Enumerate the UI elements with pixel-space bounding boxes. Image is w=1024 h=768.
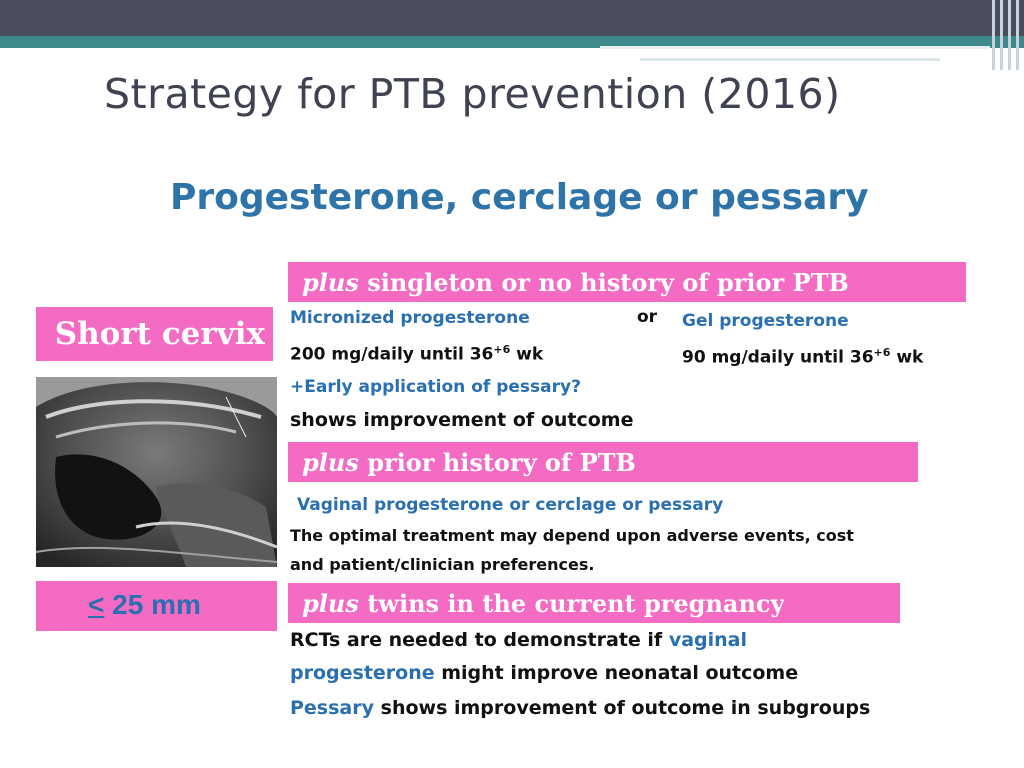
ultrasound-image [36,377,277,567]
pessary-line: +Early application of pessary? [290,377,581,397]
micronized-line1: Micronized progesterone [290,308,530,328]
twins-line2-blue: progesterone [290,662,435,684]
twins-line1-blue: vaginal [668,629,747,651]
section1-header [288,262,966,302]
short-cervix-label: Short cervix [54,316,265,352]
section1-head: singleton or no history of prior PTB [358,268,849,297]
measure-value: 25 mm [104,589,201,620]
options-line: Vaginal progesterone or cerclage or pessary [297,495,724,515]
twins-line2 [290,664,798,683]
micronized-unit: wk [510,344,544,365]
gel-dose: 90 mg/daily until 36 [682,347,874,368]
section2-header [288,442,918,482]
vertical-stripe [1000,0,1003,70]
micronized-sup: +6 [493,343,511,356]
twins-line3 [290,699,870,718]
twins-line1-text: RCTs are needed to demonstrate if [290,629,669,651]
section1-plus: plus [302,268,359,297]
slide-subtitle: Progesterone, cerclage or pessary [170,177,869,218]
section3-head: twins in the current pregnancy [358,589,785,618]
gel-line2 [682,347,923,367]
twins-line1 [290,631,747,650]
less-equal-symbol: < [88,589,105,620]
note-line2: and patient/clinician preferences. [290,555,595,574]
micronized-dose: 200 mg/daily until 36 [290,344,494,365]
twins-line3-text: shows improvement of outcome in subgroups [374,697,871,719]
note-line1: The optimal treatment may depend upon adverse events, cost [290,526,854,545]
twins-line3-blue: Pessary [290,697,375,719]
slide-title: Strategy for PTB prevention (2016) [104,70,841,118]
section2-head: prior history of PTB [358,448,636,477]
measure-box [36,581,277,631]
or-word: or [637,307,658,327]
section3-header [288,583,900,623]
micronized-line2 [290,344,543,364]
measure-text [88,589,201,621]
section2-plus: plus [302,448,359,477]
top-bar [0,0,1024,36]
top-stripe [640,58,940,61]
vertical-stripe [1016,0,1019,70]
improvement-line: shows improvement of outcome [290,409,634,431]
twins-line2-text: might improve neonatal outcome [434,662,799,684]
gel-sup: +6 [873,346,891,359]
vertical-stripe [992,0,995,70]
top-stripe [600,46,990,49]
gel-line1: Gel progesterone [682,311,849,331]
gel-unit: wk [890,347,924,368]
vertical-stripe [1008,0,1011,70]
short-cervix-box [36,307,273,361]
section3-plus: plus [302,589,359,618]
